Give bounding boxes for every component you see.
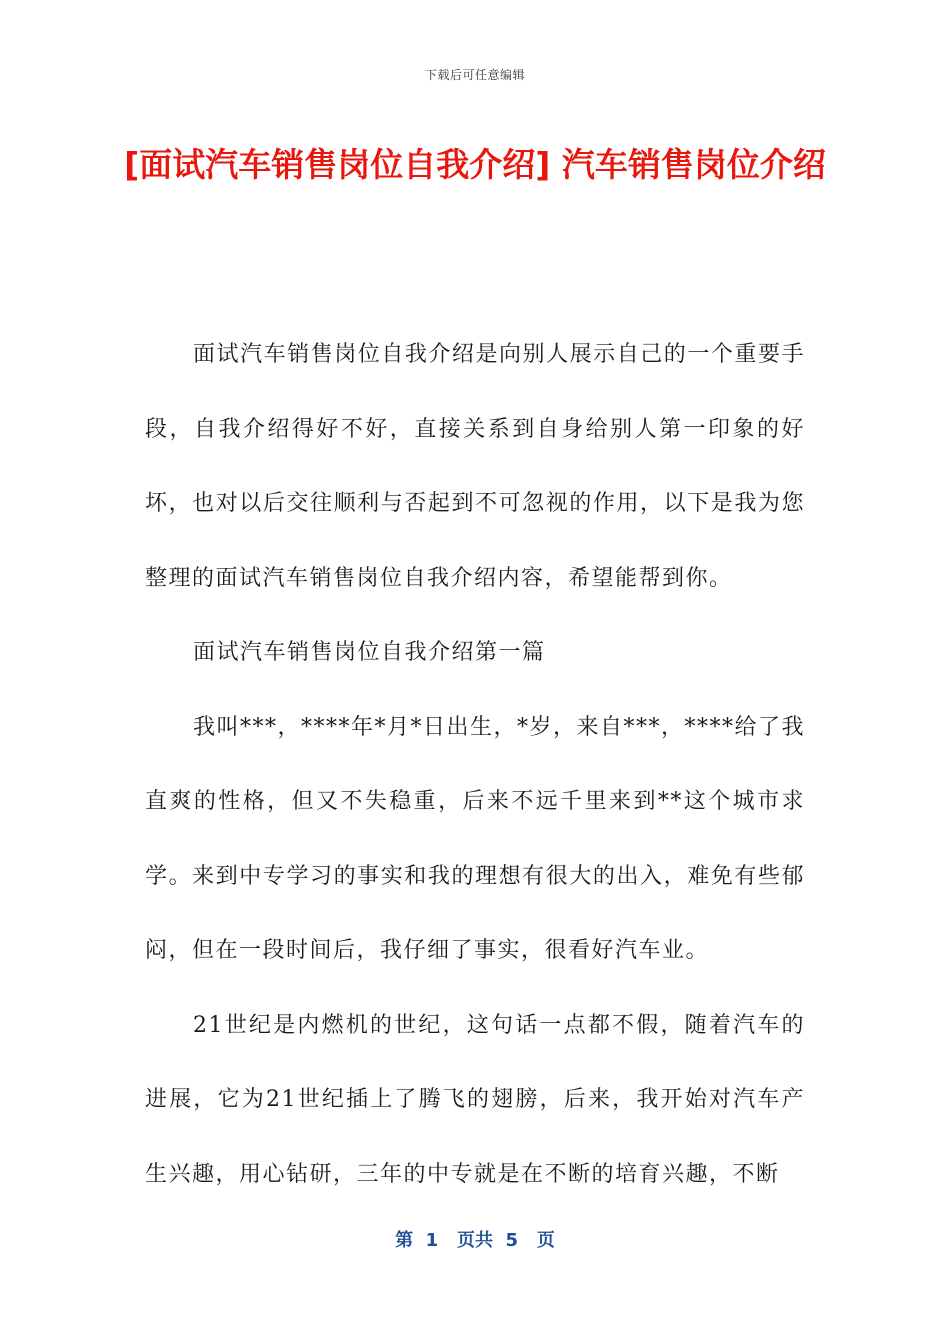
paragraph-century: 21世纪是内燃机的世纪，这句话一点都不假，随着汽车的进展，它为21世纪插上了腾飞的翅膀，后来，我开始对汽车产生兴趣，用心钻研，三年的中专就是在不断的培育兴趣，不断 <box>145 1012 805 1187</box>
paragraph-intro: 面试汽车销售岗位自我介绍是向别人展示自己的一个重要手段，自我介绍得好不好，直接关系到自身给别人第一印象的好坏，也对以后交往顺利与否起到不可忽视的作用，以下是我为您整理的面试汽车销售岗位自我介绍内容，希望能帮到你。 <box>145 342 805 591</box>
document-body <box>145 318 805 1212</box>
header-note: 下载后可任意编辑 <box>424 68 525 82</box>
document-title: [面试汽车销售岗位自我介绍] 汽车销售岗位介绍 <box>124 145 826 184</box>
section-heading: 面试汽车销售岗位自我介绍第一篇 <box>193 640 546 665</box>
page-number: 第 1 页共 5 页 <box>395 1230 555 1251</box>
paragraph-self-intro: 我叫***，****年*月*日出生，*岁，来自***，****给了我直爽的性格，但又不失稳重，后来不远千里来到**这个城市求学。来到中专学习的事实和我的理想有很大的出入，难免有些郁闷，但在一段时间后，我仔细了事实，很看好汽车业。 <box>145 714 806 963</box>
